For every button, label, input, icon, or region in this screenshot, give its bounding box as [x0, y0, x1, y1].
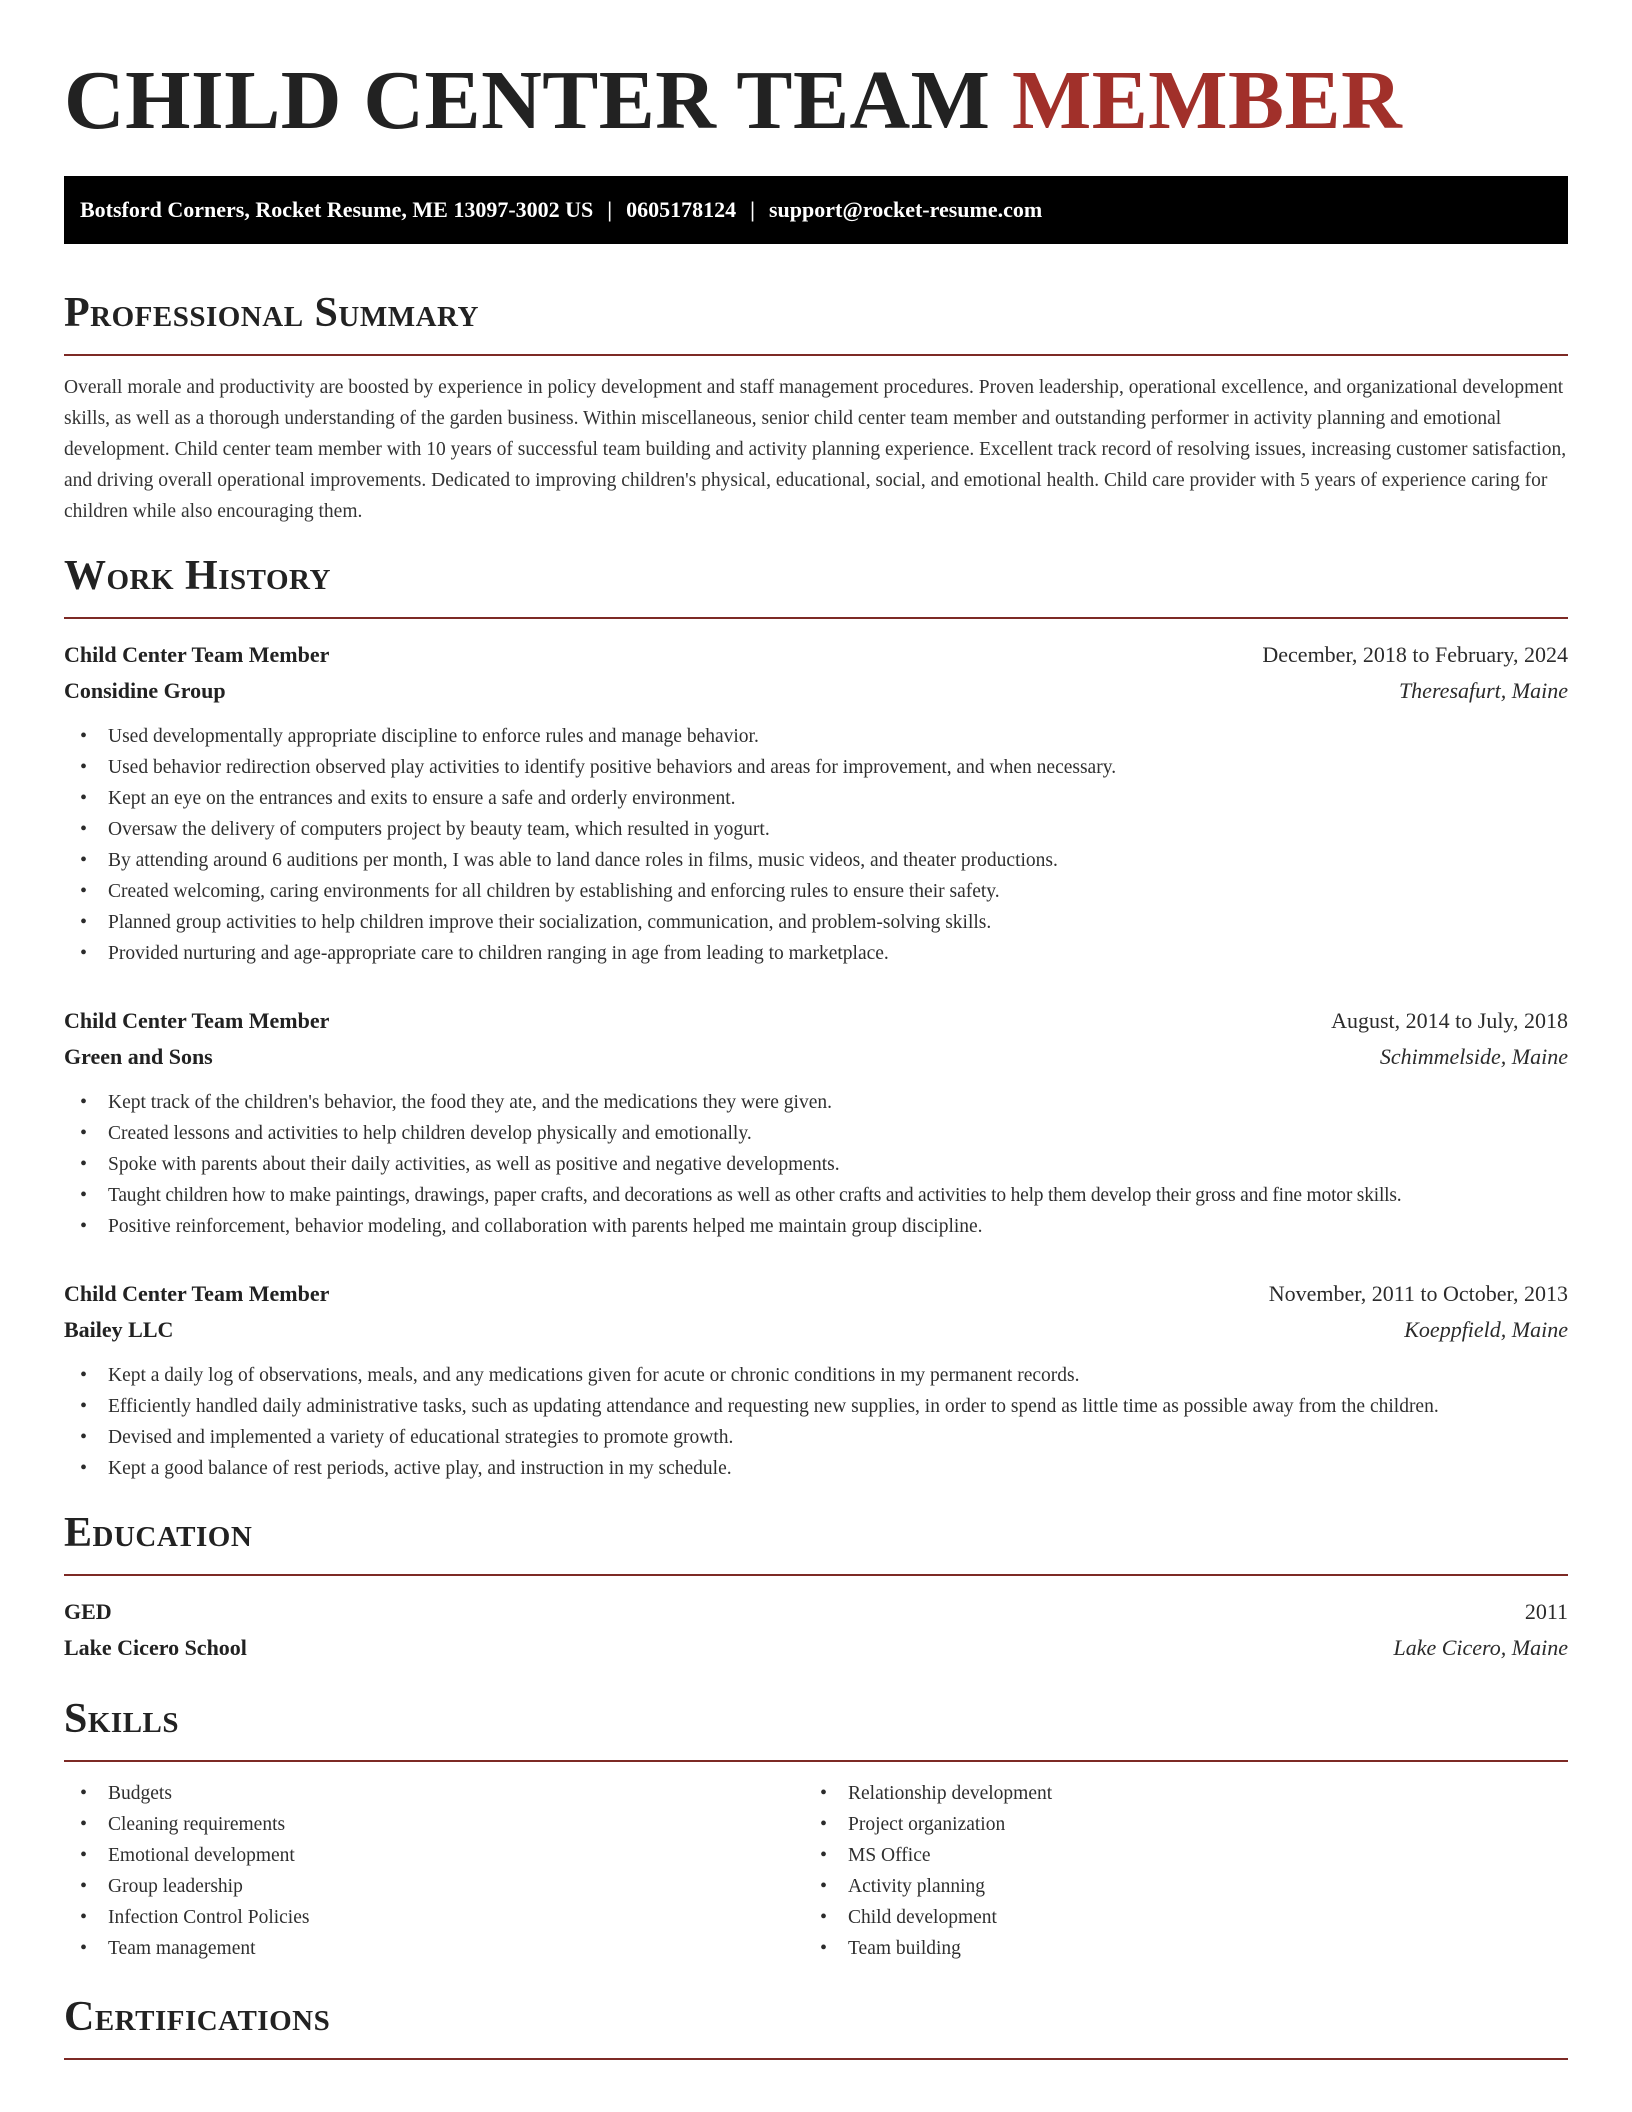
- section-divider: [64, 1760, 1568, 1762]
- skill-item: • Infection Control Policies: [64, 1902, 804, 1933]
- skill-item: • MS Office: [804, 1840, 1544, 1871]
- section-heading-skills: Skills: [64, 1696, 180, 1742]
- job-bullet-list: [64, 721, 1568, 969]
- job-bullet: • Used developmentally appropriate discipline to enforce rules and manage behavior.: [64, 721, 1568, 752]
- job-bullet: • Efficiently handled daily administrative tasks, such as updating attendance and requesting new supplies, in order to spend as little time as possible away from the children.: [64, 1391, 1568, 1422]
- education-location: Lake Cicero, Maine: [1393, 1635, 1568, 1660]
- education-school-row: [64, 1630, 1568, 1666]
- section-divider: [64, 2058, 1568, 2060]
- contact-phone[interactable]: 0605178124: [626, 197, 737, 222]
- job-bullet: • By attending around 6 auditions per month, I was able to land dance roles in films, music videos, and theater productions.: [64, 845, 1568, 876]
- job-bullet: • Planned group activities to help children improve their socialization, communication, and problem-solving skills.: [64, 907, 1568, 938]
- section-heading-education: Education: [64, 1510, 253, 1556]
- job-bullet: • Kept an eye on the entrances and exits to ensure a safe and orderly environment.: [64, 783, 1568, 814]
- job-bullet-list: [64, 1360, 1568, 1484]
- job-header-row: [64, 637, 1568, 673]
- job-entry: [64, 1003, 1568, 1242]
- job-entry: [64, 1276, 1568, 1484]
- job-entry: [64, 637, 1568, 969]
- job-title: Child Center Team Member: [64, 1008, 330, 1033]
- section-divider: [64, 354, 1568, 356]
- education-section: [64, 1508, 1568, 1666]
- job-title: Child Center Team Member: [64, 1281, 330, 1306]
- skill-item: • Cleaning requirements: [64, 1809, 804, 1840]
- section-divider: [64, 617, 1568, 619]
- job-header-row: [64, 1276, 1568, 1312]
- resume-title: [64, 0, 1568, 146]
- certifications-section: [64, 1992, 1568, 2060]
- job-bullet-list: [64, 1087, 1568, 1242]
- skill-item: • Relationship development: [804, 1778, 1544, 1809]
- skills-list-right: [804, 1778, 1544, 1964]
- skills-list-left: [64, 1778, 804, 1964]
- job-bullet: • Used behavior redirection observed play activities to identify positive behaviors and areas for improvement, and when necessary.: [64, 752, 1568, 783]
- skills-section: [64, 1694, 1568, 1964]
- education-school: Lake Cicero School: [64, 1635, 247, 1660]
- skill-item: • Child development: [804, 1902, 1544, 1933]
- skill-item: • Team management: [64, 1933, 804, 1964]
- job-company: Bailey LLC: [64, 1317, 174, 1342]
- job-bullet: • Created lessons and activities to help children develop physically and emotionally.: [64, 1118, 1568, 1149]
- contact-separator: |: [750, 197, 755, 222]
- job-dates: December, 2018 to February, 2024: [1262, 642, 1568, 667]
- skill-item: • Budgets: [64, 1778, 804, 1809]
- job-bullet: • Created welcoming, caring environments for all children by establishing and enforcing rules to ensure their safety.: [64, 876, 1568, 907]
- skills-columns: [64, 1778, 1568, 1964]
- job-bullet: • Spoke with parents about their daily activities, as well as positive and negative developments.: [64, 1149, 1568, 1180]
- job-bullet: • Kept a daily log of observations, meals, and any medications given for acute or chronic conditions in my permanent records.: [64, 1360, 1568, 1391]
- job-location: Schimmelside, Maine: [1379, 1044, 1568, 1069]
- job-title: Child Center Team Member: [64, 642, 330, 667]
- job-company: Considine Group: [64, 678, 226, 703]
- job-location: Koeppfield, Maine: [1404, 1317, 1568, 1342]
- work-history-section: [64, 551, 1568, 1484]
- job-bullet: • Oversaw the delivery of computers project by beauty team, which resulted in yogurt.: [64, 814, 1568, 845]
- job-bullet: • Provided nurturing and age-appropriate care to children ranging in age from leading to marketplace.: [64, 938, 1568, 969]
- job-company-row: [64, 1312, 1568, 1348]
- contact-email[interactable]: support@rocket-resume.com: [769, 197, 1043, 222]
- contact-separator: |: [607, 197, 613, 222]
- skill-item: • Group leadership: [64, 1871, 804, 1902]
- contact-address: Botsford Corners, Rocket Resume, ME 13097-3002 US: [80, 197, 594, 222]
- summary-text: Overall morale and productivity are boosted by experience in policy development and staff management procedures. Proven leadership, operational excellence, and organizational development skills, as well as a thorough understanding of the garden business. Within miscellaneous, senior child center team member and outstanding performer in activity planning and emotional development. Child center team member with 10 years of successful team building and activity planning experience. Excellent track record of resolving issues, increasing customer satisfaction, and driving overall operational improvements. Dedicated to improving children's physical, educational, social, and emotional health. Child care provider with 5 years of experience caring for children while also encouraging them.: [64, 377, 1567, 522]
- job-header-row: [64, 1003, 1568, 1039]
- job-bullet: • Taught children how to make paintings, drawings, paper crafts, and decorations as well as other crafts and activities to help them develop their gross and fine motor skills.: [64, 1180, 1568, 1211]
- education-header-row: [64, 1594, 1568, 1630]
- section-heading-certifications: Certifications: [64, 1994, 331, 2040]
- education-year: 2011: [1524, 1599, 1568, 1624]
- job-dates: November, 2011 to October, 2013: [1268, 1281, 1568, 1306]
- education-degree: GED: [64, 1599, 112, 1624]
- job-bullet: • Positive reinforcement, behavior modeling, and collaboration with parents helped me maintain group discipline.: [64, 1211, 1568, 1242]
- section-divider: [64, 1574, 1568, 1576]
- section-heading-work-history: Work History: [64, 553, 331, 599]
- skill-item: • Emotional development: [64, 1840, 804, 1871]
- skill-item: • Activity planning: [804, 1871, 1544, 1902]
- skill-item: • Project organization: [804, 1809, 1544, 1840]
- resume-page: [64, 0, 1568, 2060]
- job-dates: August, 2014 to July, 2018: [1331, 1008, 1568, 1033]
- job-company-row: [64, 673, 1568, 709]
- job-bullet: • Kept a good balance of rest periods, active play, and instruction in my schedule.: [64, 1453, 1568, 1484]
- job-company: Green and Sons: [64, 1044, 213, 1069]
- summary-section: [64, 288, 1568, 527]
- job-location: Theresafurt, Maine: [1398, 678, 1568, 703]
- title-main: CHILD CENTER TEAM: [64, 54, 991, 147]
- skill-item: • Team building: [804, 1933, 1544, 1964]
- section-heading-summary: Professional Summary: [64, 290, 479, 336]
- job-bullet: • Kept track of the children's behavior, the food they ate, and the medications they were given.: [64, 1087, 1568, 1118]
- title-accent: MEMBER: [1011, 54, 1403, 147]
- job-company-row: [64, 1039, 1568, 1075]
- contact-bar: [64, 176, 1568, 244]
- job-bullet: • Devised and implemented a variety of educational strategies to promote growth.: [64, 1422, 1568, 1453]
- education-entry: [64, 1594, 1568, 1666]
